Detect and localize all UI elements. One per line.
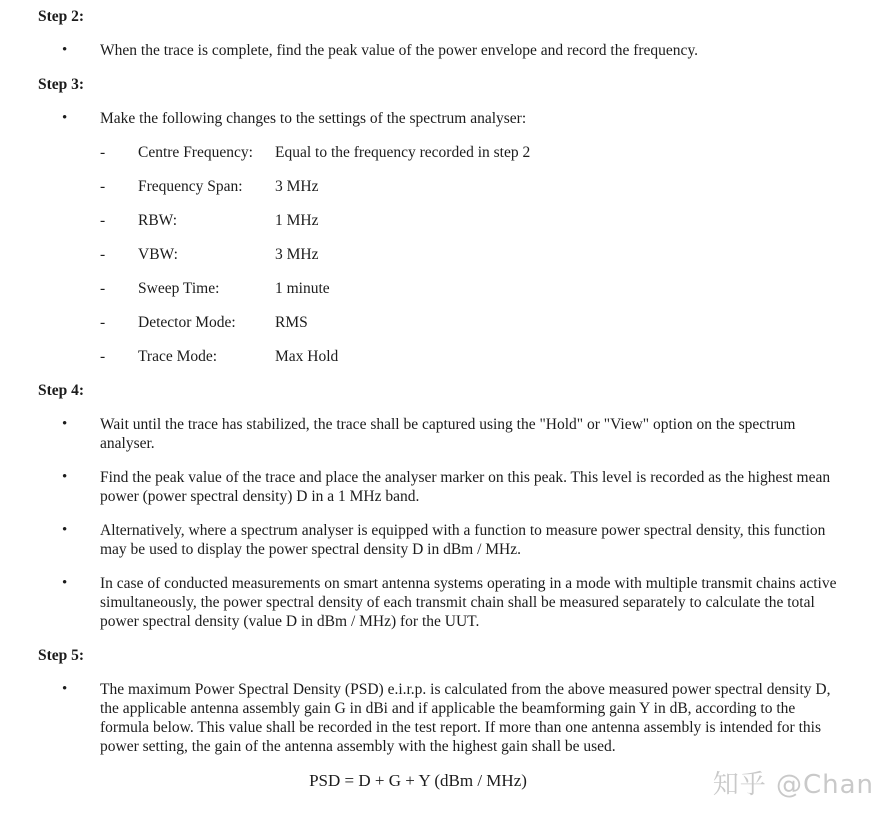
setting-value: 1 minute (275, 280, 330, 297)
bullet-icon: • (62, 42, 68, 58)
setting-row-rbw (100, 211, 842, 230)
setting-value: RMS (275, 314, 308, 331)
dash-icon: - (100, 280, 106, 297)
bullet-text: Alternatively, where a spectrum analyser is equipped with a function to measure power spectral density, this function may be used to display the power spectral density D in dBm / MHz. (100, 522, 826, 558)
bullet-icon: • (62, 575, 68, 591)
setting-label: Frequency Span: (138, 178, 243, 195)
bullet-text: When the trace is complete, find the peak value of the power envelope and record the frequency. (100, 42, 699, 59)
setting-label: Detector Mode: (138, 314, 236, 331)
bullet-icon: • (62, 469, 68, 485)
setting-row-sweep-time (100, 279, 842, 298)
setting-label: Sweep Time: (138, 280, 220, 297)
setting-value: 3 MHz (275, 246, 319, 263)
bullet-item (38, 680, 842, 756)
setting-label: Trace Mode: (138, 348, 218, 365)
setting-value: 3 MHz (275, 178, 319, 195)
dash-icon: - (100, 246, 106, 263)
bullet-text: Find the peak value of the trace and place the analyser marker on this peak. This level is recorded as the highest mean power (power spectral density) D in a 1 MHz band. (100, 469, 831, 505)
step-2-heading: Step 2: (38, 8, 85, 25)
setting-value: Equal to the frequency recorded in step 2 (275, 144, 531, 161)
dash-icon: - (100, 178, 106, 195)
setting-row-vbw (100, 245, 842, 264)
setting-value: Max Hold (275, 348, 339, 365)
bullet-icon: • (62, 416, 68, 432)
setting-value: 1 MHz (275, 212, 319, 229)
section-step-2 (38, 7, 842, 60)
dash-icon: - (100, 144, 106, 161)
setting-row-centre-frequency (100, 143, 842, 162)
watermark: 知乎 @Chan (712, 770, 874, 800)
bullet-item (38, 521, 842, 559)
dash-icon: - (100, 212, 106, 229)
step-3-heading: Step 3: (38, 76, 85, 93)
step-5-heading: Step 5: (38, 647, 85, 664)
bullet-text: Make the following changes to the settings of the spectrum analyser: (100, 110, 527, 127)
setting-label: Centre Frequency: (138, 144, 253, 161)
setting-row-frequency-span (100, 177, 842, 196)
setting-label: RBW: (138, 212, 178, 229)
bullet-text: In case of conducted measurements on smart antenna systems operating in a mode with multiple transmit chains active simultaneously, the power spectral density of each transmit chain shall be measured separately to calculate the total power spectral density (value D in dBm / MHz) for the UUT. (100, 575, 837, 630)
bullet-item (38, 468, 842, 506)
bullet-item (38, 415, 842, 453)
dash-icon: - (100, 314, 106, 331)
section-step-4 (38, 381, 842, 631)
step-4-heading: Step 4: (38, 382, 85, 399)
bullet-text: Wait until the trace has stabilized, the trace shall be captured using the "Hold" or "View" option on the spectrum analyser. (100, 416, 796, 452)
psd-formula: PSD = D + G + Y (dBm / MHz) (309, 771, 527, 790)
bullet-text: The maximum Power Spectral Density (PSD) e.i.r.p. is calculated from the above measured power spectral density D, the applicable antenna assembly gain G in dBi and if applicable the beamforming gain Y in dB, according to the formula below. This value shall be recorded in the test report. If more than one antenna assembly is intended for this power setting, the gain of the antenna assembly with the highest gain shall be used. (100, 681, 831, 755)
setting-label: VBW: (138, 246, 178, 263)
section-step-3 (38, 75, 842, 366)
bullet-item (38, 574, 842, 631)
bullet-icon: • (62, 110, 68, 126)
bullet-icon: • (62, 522, 68, 538)
setting-row-trace-mode (100, 347, 842, 366)
bullet-item (38, 109, 842, 128)
setting-row-detector-mode (100, 313, 842, 332)
dash-icon: - (100, 348, 106, 365)
bullet-item (38, 41, 842, 60)
bullet-icon: • (62, 681, 68, 697)
section-step-5 (38, 646, 842, 756)
